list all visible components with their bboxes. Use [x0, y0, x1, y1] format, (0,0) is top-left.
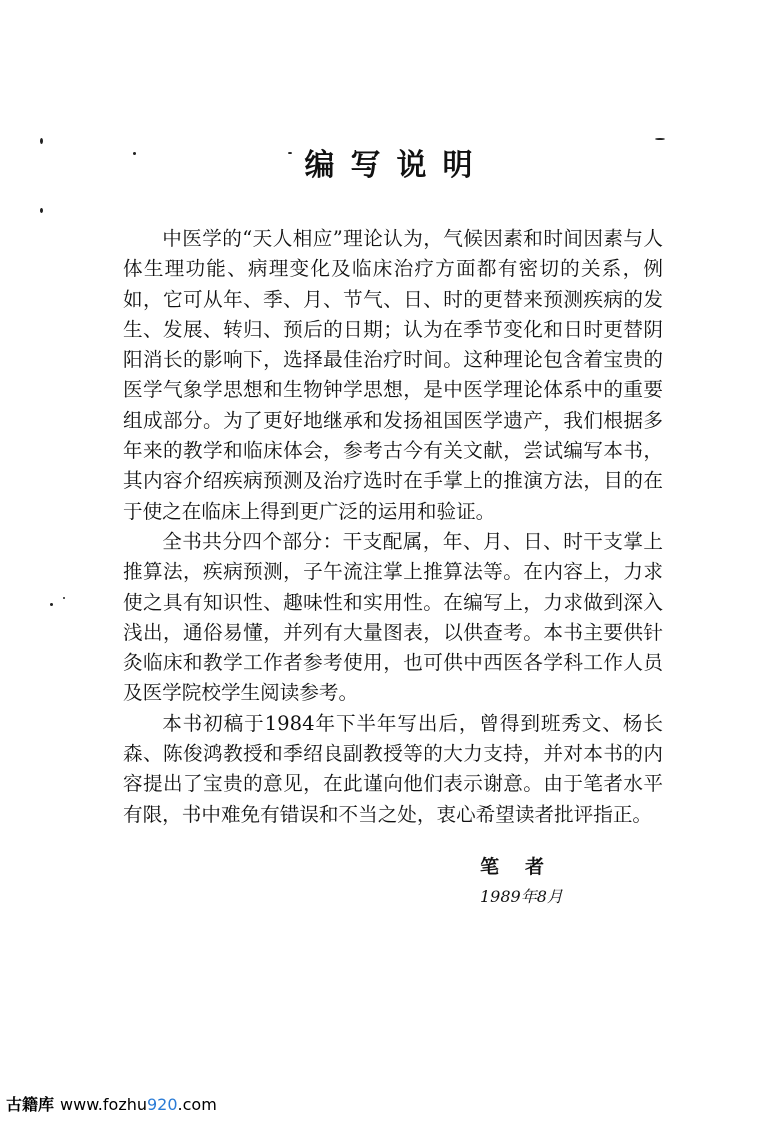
body-text — [123, 224, 663, 830]
author-signature: 笔者 — [480, 856, 571, 878]
scan-speck — [40, 208, 43, 213]
watermark-footer — [6, 1092, 217, 1115]
paragraph-1: 中医学的“天人相应”理论认为，气候因素和时间因素与人体生理功能、病理变化及临床治疗方面都有密切的关系，例如，它可从年、季、月、节气、日、时的更替来预测疾病的发生、发展、转归、预后的日期；认为在季节变化和日时更替阴阳消长的影响下，选择最佳治疗时间。这种理论包含着宝贵的医学气象学思想和生物钟学思想，是中医学理论体系中的重要组成部分。为了更好地继承和发扬祖国医学遗产，我们根据多年来的教学和临床体会，参考古今有关文献，尝试编写本书，其内容介绍疾病预测及治疗选时在手掌上的推演方法，目的在于使之在临床上得到更广泛的运用和验证。 — [123, 227, 663, 523]
footer-url-prefix: www.fozhu — [60, 1095, 147, 1114]
scan-speck — [50, 603, 53, 606]
footer-url-suffix: .com — [177, 1095, 217, 1114]
paragraph-2: 全书共分四个部分：干支配属，年、月、日、时干支掌上推算法，疾病预测，子午流注掌上推算法等。在内容上，力求使之具有知识性、趣味性和实用性。在编写上，力求做到深入浅出，通俗易懂，并列有大量图表，以供查考。本书主要供针灸临床和教学工作者参考使用，也可供中西医各学科工作人员及医学院校学生阅读参考。 — [123, 529, 663, 705]
scan-speck — [63, 597, 65, 599]
scan-speck — [655, 138, 665, 140]
scan-speck — [40, 138, 43, 144]
footer-url-highlight: 920 — [147, 1095, 178, 1114]
paragraph-3: 本书初稿于1984年下半年写出后，曾得到班秀文、杨长森、陈俊鸿教授和季绍良副教授等的大力支持，并对本书的内容提出了宝贵的意见，在此谨向他们表示谢意。由于笔者水平有限，书中难免有错误和不当之处，衷心希望读者批评指正。 — [123, 711, 663, 826]
footer-brand: 古籍库 — [6, 1095, 55, 1114]
scan-speck — [288, 152, 292, 154]
date-line: 1989年8月 — [480, 887, 563, 906]
scan-speck — [133, 152, 136, 155]
page-title: 编写说明 — [304, 148, 489, 183]
